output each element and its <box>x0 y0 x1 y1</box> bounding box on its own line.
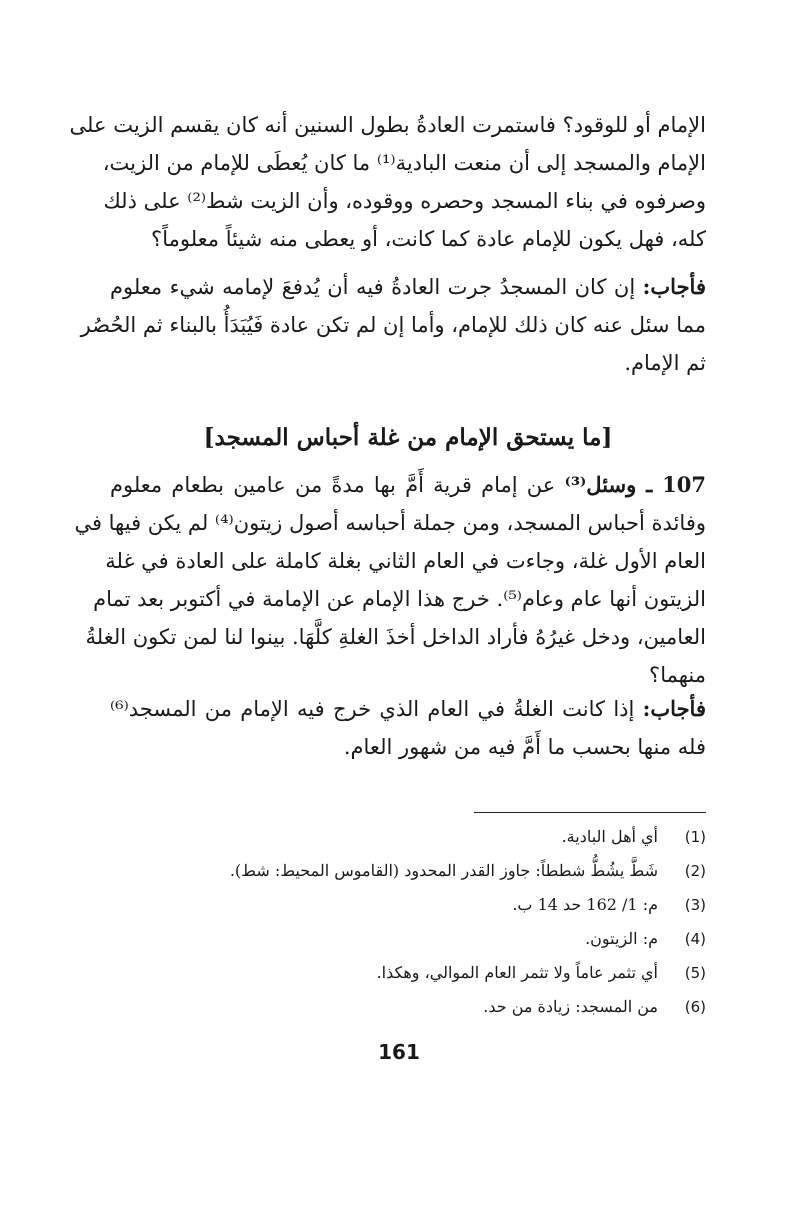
footnote-divider <box>474 812 706 813</box>
question-number: 107 ـ وسئل⁽³⁾ <box>564 472 706 497</box>
question-paragraph <box>69 106 706 258</box>
footnote-number: (2) <box>684 862 706 880</box>
footnote <box>200 956 706 990</box>
footnotes <box>200 820 706 1024</box>
footnote-text: م: 1/ 162 حد 14 ب. <box>512 895 658 914</box>
text-line <box>110 466 706 504</box>
text-span: عن إمام قرية أَمَّ بها مدةً من عامين بطعام معلوم <box>110 473 565 497</box>
footnote-number: (4) <box>684 930 706 948</box>
text-line: منهما؟ <box>649 663 706 687</box>
text-line <box>110 690 706 728</box>
footnote-text: شَطَّ يشُطُّ شططاً: جاوز القدر المحدود (القاموس المحيط: شط). <box>229 861 658 880</box>
answer-paragraph <box>80 268 706 382</box>
text-line: وفائدة أحباس المسجد، ومن جملة أحباسه أصول زيتون⁽⁴⁾ لم يكن فيها في <box>74 511 706 535</box>
text-span: إن كان المسجدُ جرت العادةُ فيه أن يُدفعَ لإمامه شيء معلوم <box>110 275 643 299</box>
question-paragraph-107 <box>74 466 706 694</box>
footnote <box>200 922 706 956</box>
text-line: العام الأول غلة، وجاءت في العام الثاني بغلة كاملة على العادة في غلة <box>105 549 706 573</box>
footnote-number: (5) <box>684 964 706 982</box>
text-line: الزيتون أنها عام وعام⁽⁵⁾. خرج هذا الإمام عن الإمامة في أكتوبر بعد تمام <box>93 587 706 611</box>
footnote-number: (1) <box>684 828 706 846</box>
text-line: العامين، ودخل غيرُهُ فأراد الداخل أخذَ الغلةِ كلَّهَا. بينوا لنا لمن تكون الغلةُ <box>85 625 706 649</box>
footnote-text: من المسجد: زيادة من حد. <box>483 997 658 1016</box>
section-heading: [ما يستحق الإمام من غلة أحباس المسجد] <box>203 424 613 451</box>
footnote-number: (3) <box>684 896 706 914</box>
text-line: الإمام والمسجد إلى أن منعت البادية⁽¹⁾ ما كان يُعطَى للإمام من الزيت، <box>102 151 706 175</box>
page-number: 161 <box>378 1040 420 1064</box>
text-line: فله منها بحسب ما أَمَّ فيه من شهور العام. <box>343 735 706 759</box>
text-line: مما سئل عنه كان ذلك للإمام، وأما إن لم تكن عادة فَيُبَدَأُ بالبناء ثم الحُصُر <box>80 313 706 337</box>
footnote-text: م: الزيتون. <box>585 929 658 948</box>
footnote <box>200 888 706 922</box>
text-line: الإمام أو للوقود؟ فاستمرت العادةُ بطول السنين أنه كان يقسم الزيت على <box>69 113 706 137</box>
footnote-text: أي أهل البادية. <box>561 827 658 846</box>
text-line <box>110 268 706 306</box>
answer-lead: فأجاب: <box>642 274 706 299</box>
footnote <box>200 990 706 1024</box>
text-line: ثم الإمام. <box>624 351 706 375</box>
answer-lead: فأجاب: <box>642 696 706 721</box>
answer-paragraph-107 <box>110 690 706 766</box>
footnote-number: (6) <box>684 998 706 1016</box>
footnote <box>200 820 706 854</box>
text-span: إذا كانت الغلةُ في العام الذي خرج فيه الإمام من المسجد⁽⁶⁾ <box>110 697 643 721</box>
footnote <box>200 854 706 888</box>
footnote-text: أي تثمر عاماً ولا تثمر العام الموالي، وهكذا. <box>376 963 658 982</box>
text-line: كله، فهل يكون للإمام عادة كما كانت، أو يعطى منه شيئاً معلوماً؟ <box>151 227 706 251</box>
text-line: وصرفوه في بناء المسجد وحصره ووقوده، وأن الزيت شط⁽²⁾ على ذلك <box>103 189 706 213</box>
